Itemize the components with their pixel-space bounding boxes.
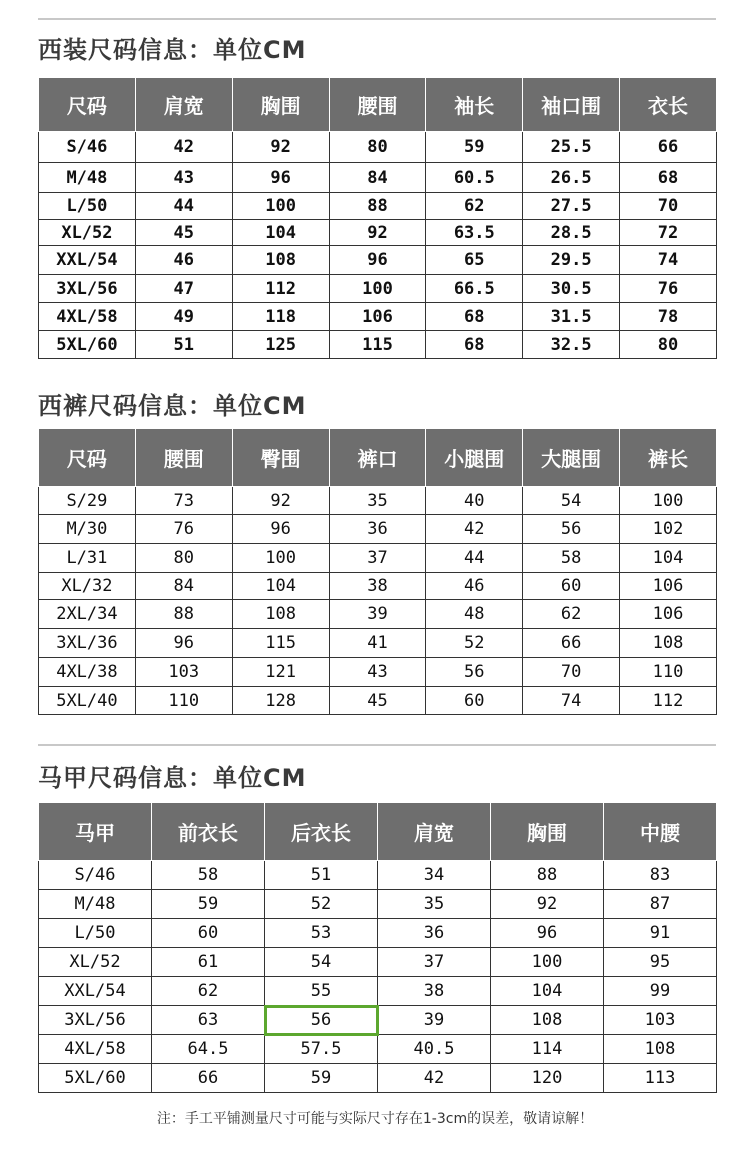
measurement-cell: 36: [329, 515, 426, 544]
measurement-cell: 87: [604, 890, 717, 919]
measurement-cell: 62: [523, 600, 620, 629]
measurement-cell: 92: [232, 132, 329, 163]
measurement-cell: 92: [329, 220, 426, 246]
measurement-cell: 88: [329, 193, 426, 220]
measurement-cell: 55: [265, 977, 378, 1006]
measurement-cell: 58: [152, 861, 265, 890]
measurement-cell: 44: [426, 544, 523, 573]
measurement-cell: 128: [232, 687, 329, 715]
measurement-cell: 96: [232, 515, 329, 544]
measurement-cell: 43: [135, 163, 232, 193]
measurement-cell: 54: [265, 948, 378, 977]
measurement-cell: 88: [135, 600, 232, 629]
column-header: 臀围: [232, 429, 329, 487]
measurement-cell: 106: [329, 303, 426, 331]
measurement-cell: 96: [491, 919, 604, 948]
table-row: [39, 977, 717, 1006]
size-label-cell: M/48: [39, 890, 152, 919]
measurement-cell: 113: [604, 1064, 717, 1093]
measurement-cell: 74: [620, 246, 717, 275]
measurement-cell: 28.5: [523, 220, 620, 246]
measurement-cell: 91: [604, 919, 717, 948]
column-header: 中腰: [604, 803, 717, 861]
table-row: [39, 544, 717, 573]
measurement-cell: 110: [620, 658, 717, 687]
table-row: [39, 948, 717, 977]
measurement-cell: 53: [265, 919, 378, 948]
measurement-cell: 100: [232, 544, 329, 573]
measurement-cell: 36: [378, 919, 491, 948]
measurement-cell: 80: [620, 331, 717, 359]
measurement-cell: 54: [523, 487, 620, 515]
measurement-cell: 60: [426, 687, 523, 715]
measurement-cell: 96: [232, 163, 329, 193]
measurement-cell: 38: [378, 977, 491, 1006]
table-row: [39, 246, 717, 275]
column-header: 裤长: [620, 429, 717, 487]
measurement-cell: 49: [135, 303, 232, 331]
measurement-cell: 61: [152, 948, 265, 977]
measurement-cell: 58: [523, 544, 620, 573]
column-header: 袖长: [426, 78, 523, 132]
size-label-cell: S/46: [39, 861, 152, 890]
measurement-cell: 57.5: [265, 1035, 378, 1064]
measurement-cell: 59: [265, 1064, 378, 1093]
table-row: [39, 629, 717, 658]
measurement-cell: 104: [232, 220, 329, 246]
measurement-cell: 92: [232, 487, 329, 515]
measurement-cell: 56: [426, 658, 523, 687]
measurement-cell: 64.5: [152, 1035, 265, 1064]
measurement-cell: 41: [329, 629, 426, 658]
measurement-cell: 104: [620, 544, 717, 573]
measurement-cell: 108: [491, 1006, 604, 1035]
suit-size-table: [38, 77, 717, 359]
measurement-cell: 108: [232, 600, 329, 629]
measurement-cell: 102: [620, 515, 717, 544]
measurement-cell: 80: [329, 132, 426, 163]
measurement-cell: 56: [523, 515, 620, 544]
column-header: 腰围: [135, 429, 232, 487]
measurement-cell: 25.5: [523, 132, 620, 163]
measurement-cell: 108: [620, 629, 717, 658]
measurement-cell: 108: [604, 1035, 717, 1064]
column-header: 腰围: [329, 78, 426, 132]
table-row: [39, 1035, 717, 1064]
table-row: [39, 220, 717, 246]
measurement-cell: 59: [426, 132, 523, 163]
measurement-cell: 42: [135, 132, 232, 163]
table-row: [39, 1064, 717, 1093]
measurement-cell: 70: [620, 193, 717, 220]
measurement-cell: 35: [378, 890, 491, 919]
measurement-cell: 52: [426, 629, 523, 658]
suit-size-title: 西装尺码信息：单位CM: [38, 36, 307, 64]
measurement-cell: 37: [329, 544, 426, 573]
measurement-cell: 115: [232, 629, 329, 658]
measurement-cell: 44: [135, 193, 232, 220]
top-divider: [38, 18, 716, 20]
table-row: [39, 303, 717, 331]
measurement-cell: 66: [152, 1064, 265, 1093]
measurement-cell: 121: [232, 658, 329, 687]
measurement-cell: 100: [232, 193, 329, 220]
measurement-cell: 115: [329, 331, 426, 359]
measurement-cell: 26.5: [523, 163, 620, 193]
column-header: 大腿围: [523, 429, 620, 487]
measurement-cell: 99: [604, 977, 717, 1006]
measurement-cell: 80: [135, 544, 232, 573]
column-header: 肩宽: [378, 803, 491, 861]
size-label-cell: XXL/54: [39, 977, 152, 1006]
measurement-cell: 39: [329, 600, 426, 629]
table-row: [39, 861, 717, 890]
measurement-cell: 35: [329, 487, 426, 515]
measurement-cell: 62: [426, 193, 523, 220]
measurement-cell: 45: [329, 687, 426, 715]
size-label-cell: XXL/54: [39, 246, 136, 275]
measurement-cell: 95: [604, 948, 717, 977]
column-header: 裤口: [329, 429, 426, 487]
measurement-cell: 38: [329, 573, 426, 600]
size-label-cell: 5XL/60: [39, 1064, 152, 1093]
measurement-cell: 45: [135, 220, 232, 246]
size-label-cell: 2XL/34: [39, 600, 136, 629]
table-row: [39, 1006, 717, 1035]
measurement-cell: 37: [378, 948, 491, 977]
measurement-cell: 66: [620, 132, 717, 163]
measurement-cell: 84: [135, 573, 232, 600]
table-row: [39, 890, 717, 919]
column-header: 马甲: [39, 803, 152, 861]
vest-size-title: 马甲尺码信息：单位CM: [38, 764, 307, 792]
measurement-cell: 46: [135, 246, 232, 275]
size-label-cell: XL/52: [39, 948, 152, 977]
table-row: [39, 132, 717, 163]
measurement-cell: 68: [426, 331, 523, 359]
size-label-cell: 5XL/40: [39, 687, 136, 715]
measurement-cell: 100: [329, 275, 426, 303]
measurement-cell: 112: [232, 275, 329, 303]
measurement-cell: 68: [620, 163, 717, 193]
column-header: 袖口围: [523, 78, 620, 132]
table-row: [39, 193, 717, 220]
column-header: 尺码: [39, 78, 136, 132]
footer-note: 注：手工平铺测量尺寸可能与实际尺寸存在1-3cm的误差，敬请谅解！: [156, 1111, 594, 1127]
measurement-cell: 74: [523, 687, 620, 715]
column-header: 尺码: [39, 429, 136, 487]
measurement-cell: 114: [491, 1035, 604, 1064]
measurement-cell: 104: [491, 977, 604, 1006]
table-row: [39, 687, 717, 715]
size-label-cell: S/29: [39, 487, 136, 515]
size-label-cell: L/50: [39, 193, 136, 220]
size-label-cell: M/48: [39, 163, 136, 193]
header-row: [39, 78, 717, 132]
measurement-cell: 40: [426, 487, 523, 515]
measurement-cell: 60.5: [426, 163, 523, 193]
measurement-cell: 118: [232, 303, 329, 331]
size-label-cell: S/46: [39, 132, 136, 163]
column-header: 胸围: [232, 78, 329, 132]
column-header: 胸围: [491, 803, 604, 861]
size-label-cell: 4XL/38: [39, 658, 136, 687]
measurement-cell: 29.5: [523, 246, 620, 275]
measurement-cell: 63.5: [426, 220, 523, 246]
measurement-cell: 40.5: [378, 1035, 491, 1064]
size-label-cell: XL/52: [39, 220, 136, 246]
measurement-cell: 96: [135, 629, 232, 658]
measurement-cell: 66.5: [426, 275, 523, 303]
measurement-cell: 51: [265, 861, 378, 890]
measurement-cell: 47: [135, 275, 232, 303]
measurement-cell: 83: [604, 861, 717, 890]
measurement-cell: 66: [523, 629, 620, 658]
measurement-cell: 34: [378, 861, 491, 890]
table-row: [39, 573, 717, 600]
measurement-cell: 104: [232, 573, 329, 600]
trousers-size-title: 西裤尺码信息：单位CM: [38, 392, 307, 420]
measurement-cell: 39: [378, 1006, 491, 1035]
size-label-cell: 4XL/58: [39, 303, 136, 331]
measurement-cell: 60: [523, 573, 620, 600]
measurement-cell: 103: [135, 658, 232, 687]
trousers-size-table: [38, 428, 717, 715]
measurement-cell: 43: [329, 658, 426, 687]
header-row: [39, 429, 717, 487]
size-label-cell: L/50: [39, 919, 152, 948]
measurement-cell: 78: [620, 303, 717, 331]
table-row: [39, 487, 717, 515]
table-row: [39, 275, 717, 303]
measurement-cell: 42: [378, 1064, 491, 1093]
table-row: [39, 163, 717, 193]
table-row: [39, 658, 717, 687]
mid-divider: [38, 744, 716, 746]
vest-size-table: [38, 802, 717, 1093]
measurement-cell: 52: [265, 890, 378, 919]
measurement-cell: 60: [152, 919, 265, 948]
size-label-cell: 5XL/60: [39, 331, 136, 359]
measurement-cell: 76: [135, 515, 232, 544]
column-header: 后衣长: [265, 803, 378, 861]
table-row: [39, 919, 717, 948]
measurement-cell: 108: [232, 246, 329, 275]
measurement-cell: 62: [152, 977, 265, 1006]
measurement-cell: 96: [329, 246, 426, 275]
measurement-cell: 27.5: [523, 193, 620, 220]
selected-cell[interactable]: 56: [265, 1006, 378, 1035]
measurement-cell: 42: [426, 515, 523, 544]
measurement-cell: 120: [491, 1064, 604, 1093]
measurement-cell: 106: [620, 573, 717, 600]
measurement-cell: 31.5: [523, 303, 620, 331]
column-header: 肩宽: [135, 78, 232, 132]
measurement-cell: 48: [426, 600, 523, 629]
size-label-cell: L/31: [39, 544, 136, 573]
measurement-cell: 70: [523, 658, 620, 687]
measurement-cell: 125: [232, 331, 329, 359]
measurement-cell: 73: [135, 487, 232, 515]
measurement-cell: 100: [491, 948, 604, 977]
measurement-cell: 72: [620, 220, 717, 246]
measurement-cell: 84: [329, 163, 426, 193]
measurement-cell: 88: [491, 861, 604, 890]
table-row: [39, 600, 717, 629]
measurement-cell: 110: [135, 687, 232, 715]
measurement-cell: 51: [135, 331, 232, 359]
column-header: 衣长: [620, 78, 717, 132]
size-label-cell: 4XL/58: [39, 1035, 152, 1064]
size-label-cell: 3XL/56: [39, 1006, 152, 1035]
table-row: [39, 331, 717, 359]
measurement-cell: 30.5: [523, 275, 620, 303]
size-label-cell: M/30: [39, 515, 136, 544]
measurement-cell: 59: [152, 890, 265, 919]
measurement-cell: 100: [620, 487, 717, 515]
column-header: 小腿围: [426, 429, 523, 487]
measurement-cell: 76: [620, 275, 717, 303]
measurement-cell: 63: [152, 1006, 265, 1035]
size-label-cell: 3XL/36: [39, 629, 136, 658]
table-row: [39, 515, 717, 544]
measurement-cell: 112: [620, 687, 717, 715]
measurement-cell: 65: [426, 246, 523, 275]
measurement-cell: 103: [604, 1006, 717, 1035]
measurement-cell: 46: [426, 573, 523, 600]
size-label-cell: 3XL/56: [39, 275, 136, 303]
size-label-cell: XL/32: [39, 573, 136, 600]
header-row: [39, 803, 717, 861]
measurement-cell: 92: [491, 890, 604, 919]
measurement-cell: 68: [426, 303, 523, 331]
measurement-cell: 32.5: [523, 331, 620, 359]
column-header: 前衣长: [152, 803, 265, 861]
measurement-cell: 106: [620, 600, 717, 629]
